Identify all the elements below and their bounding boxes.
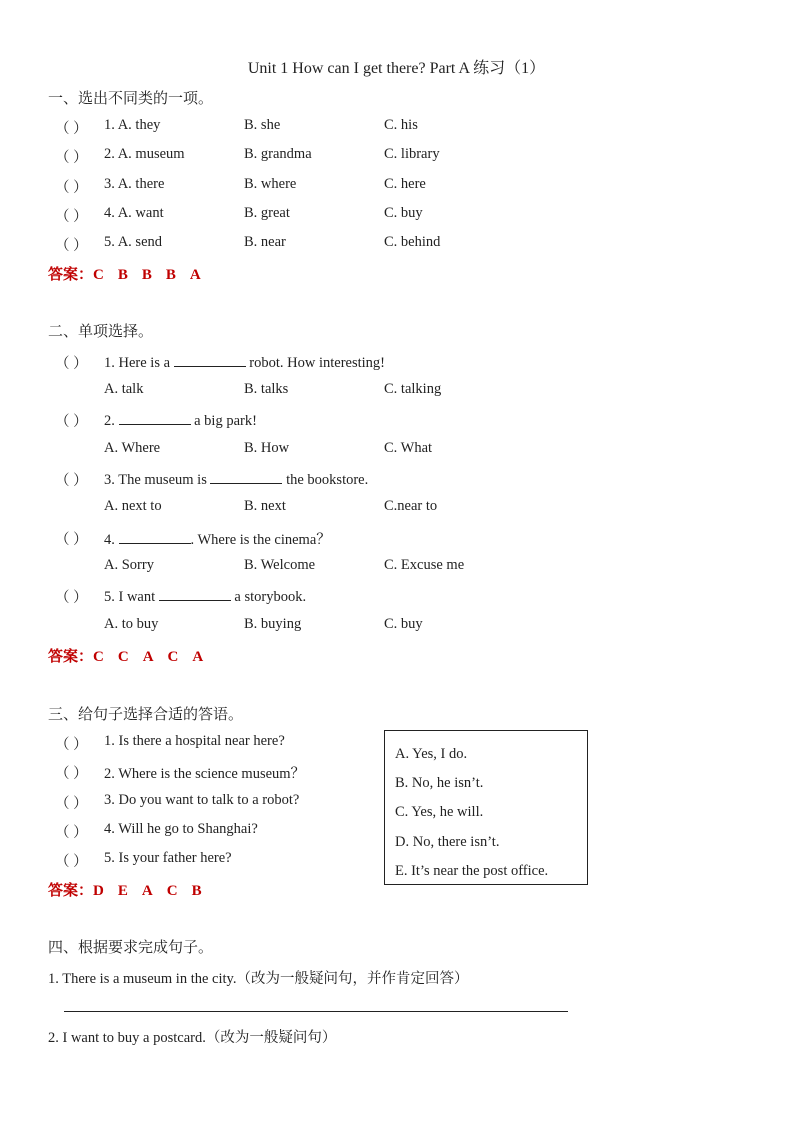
question-text [104, 410, 257, 430]
option-b: B. great [244, 205, 290, 221]
option-a: 3. A. there [104, 176, 165, 192]
answer-value: A [142, 649, 154, 665]
answer-options-box [384, 730, 588, 885]
fill-blank[interactable] [174, 352, 246, 367]
option-c: C. library [384, 146, 440, 162]
answer-paren[interactable]: （ ） [55, 209, 88, 225]
fill-blank[interactable] [119, 529, 191, 544]
answer-option: A. Yes, I do. [395, 746, 468, 762]
section-1-heading: 一、选出不同类的一项。 [48, 91, 214, 107]
answer-label: 答案： [48, 649, 94, 665]
option-c: C. his [384, 117, 418, 133]
option-b: B. Welcome [244, 557, 316, 573]
option-c: C. talking [384, 381, 442, 397]
question-text [104, 528, 331, 549]
option-a: 4. A. want [104, 205, 164, 221]
option-b: B. grandma [244, 146, 312, 162]
option-b: B. talks [244, 381, 289, 397]
question-post: a big park! [190, 413, 257, 429]
question-text: 3. Do you want to talk to a robot? [104, 792, 300, 808]
option-a: 2. A. museum [104, 146, 185, 162]
question-text [104, 352, 385, 372]
section-4-heading: 四、根据要求完成句子。 [48, 940, 214, 956]
answer-paren[interactable]: （ ） [55, 796, 88, 812]
answer-value: A [192, 649, 204, 665]
question-text [104, 469, 368, 489]
answer-value: E [117, 883, 128, 899]
question-pre: 1. Here is a [104, 355, 174, 371]
answer-value: D [93, 883, 104, 899]
question-pre: 3. The museum is [104, 472, 211, 488]
question-post: robot. How interesting! [245, 355, 385, 371]
answer-paren[interactable]: （ ） [55, 737, 88, 753]
answer-value: C [167, 649, 179, 665]
answer-paren[interactable]: （ ） [55, 825, 88, 841]
answer-value: A [189, 267, 201, 283]
answer-value: C [93, 649, 104, 665]
answer-paren[interactable]: （ ） [55, 590, 88, 606]
answer-label: 答案： [48, 883, 94, 899]
option-a: A. Sorry [104, 557, 154, 573]
answer-paren[interactable]: （ ） [55, 473, 88, 489]
answer-value: C [93, 267, 104, 283]
option-a: A. Where [104, 440, 161, 456]
answer-paren[interactable]: （ ） [55, 766, 88, 782]
section-3-answers [48, 879, 216, 900]
answer-paren[interactable]: （ ） [55, 121, 88, 137]
option-b: B. How [244, 440, 290, 456]
option-c: C. What [384, 440, 433, 456]
question-text: 4. Will he go to Shanghai? [104, 821, 258, 837]
fill-blank[interactable] [210, 469, 282, 484]
question-pre: 2. [104, 413, 119, 429]
option-a: A. talk [104, 381, 144, 397]
answer-option: D. No, there isn’t. [395, 834, 500, 850]
answer-value: C [166, 883, 178, 899]
option-c: C.near to [384, 498, 438, 514]
section-3-heading: 三、给句子选择合适的答语。 [48, 707, 244, 723]
question-pre: 4. [104, 532, 119, 548]
answer-value: B [141, 267, 152, 283]
question-text [104, 586, 306, 606]
answer-option: E. It’s near the post office. [395, 863, 549, 879]
answer-option: C. Yes, he will. [395, 804, 484, 820]
answer-value: A [141, 883, 153, 899]
answer-paren[interactable]: （ ） [55, 854, 88, 870]
question-text: 1. Is there a hospital near here? [104, 733, 285, 749]
option-b: B. near [244, 234, 286, 250]
option-c: C. Excuse me [384, 557, 465, 573]
option-a: A. next to [104, 498, 162, 514]
option-b: B. where [244, 176, 297, 192]
answer-paren[interactable]: （ ） [55, 414, 88, 430]
option-c: C. buy [384, 616, 423, 632]
fill-blank[interactable] [159, 586, 231, 601]
section-2-answers [48, 645, 217, 666]
answer-value: B [191, 883, 202, 899]
answer-paren[interactable]: （ ） [55, 238, 88, 254]
page-title: Unit 1 How can I get there? Part A 练习（1） [247, 60, 546, 77]
section-4-item-2: 2. I want to buy a postcard.（改为一般疑问句） [48, 1030, 337, 1046]
option-a: A. to buy [104, 616, 159, 632]
option-c: C. here [384, 176, 426, 192]
question-post: the bookstore. [282, 472, 369, 488]
option-a: 5. A. send [104, 234, 162, 250]
question-post: . Where is the cinema？ [190, 532, 331, 548]
option-b: B. next [244, 498, 286, 514]
answer-line[interactable] [64, 1011, 568, 1012]
answer-value: B [165, 267, 176, 283]
answer-option: B. No, he isn’t. [395, 775, 484, 791]
section-1-answers [48, 263, 215, 284]
option-a: 1. A. they [104, 117, 161, 133]
answer-paren[interactable]: （ ） [55, 150, 88, 166]
section-4-item-1: 1. There is a museum in the city.（改为一般疑问句，并作肯定回答） [48, 971, 469, 987]
option-b: B. she [244, 117, 281, 133]
question-post: a storybook. [230, 589, 307, 605]
section-2-heading: 二、单项选择。 [48, 324, 154, 340]
question-text: 2. Where is the science museum？ [104, 766, 306, 782]
fill-blank[interactable] [119, 410, 191, 425]
option-c: C. buy [384, 205, 423, 221]
question-text: 5. Is your father here? [104, 850, 232, 866]
answer-paren[interactable]: （ ） [55, 180, 88, 196]
answer-value: B [117, 267, 128, 283]
option-b: B. buying [244, 616, 302, 632]
answer-paren[interactable]: （ ） [55, 356, 88, 372]
answer-paren[interactable]: （ ） [55, 532, 88, 548]
answer-value: C [117, 649, 129, 665]
question-pre: 5. I want [104, 589, 159, 605]
answer-label: 答案： [48, 267, 94, 283]
option-c: C. behind [384, 234, 441, 250]
